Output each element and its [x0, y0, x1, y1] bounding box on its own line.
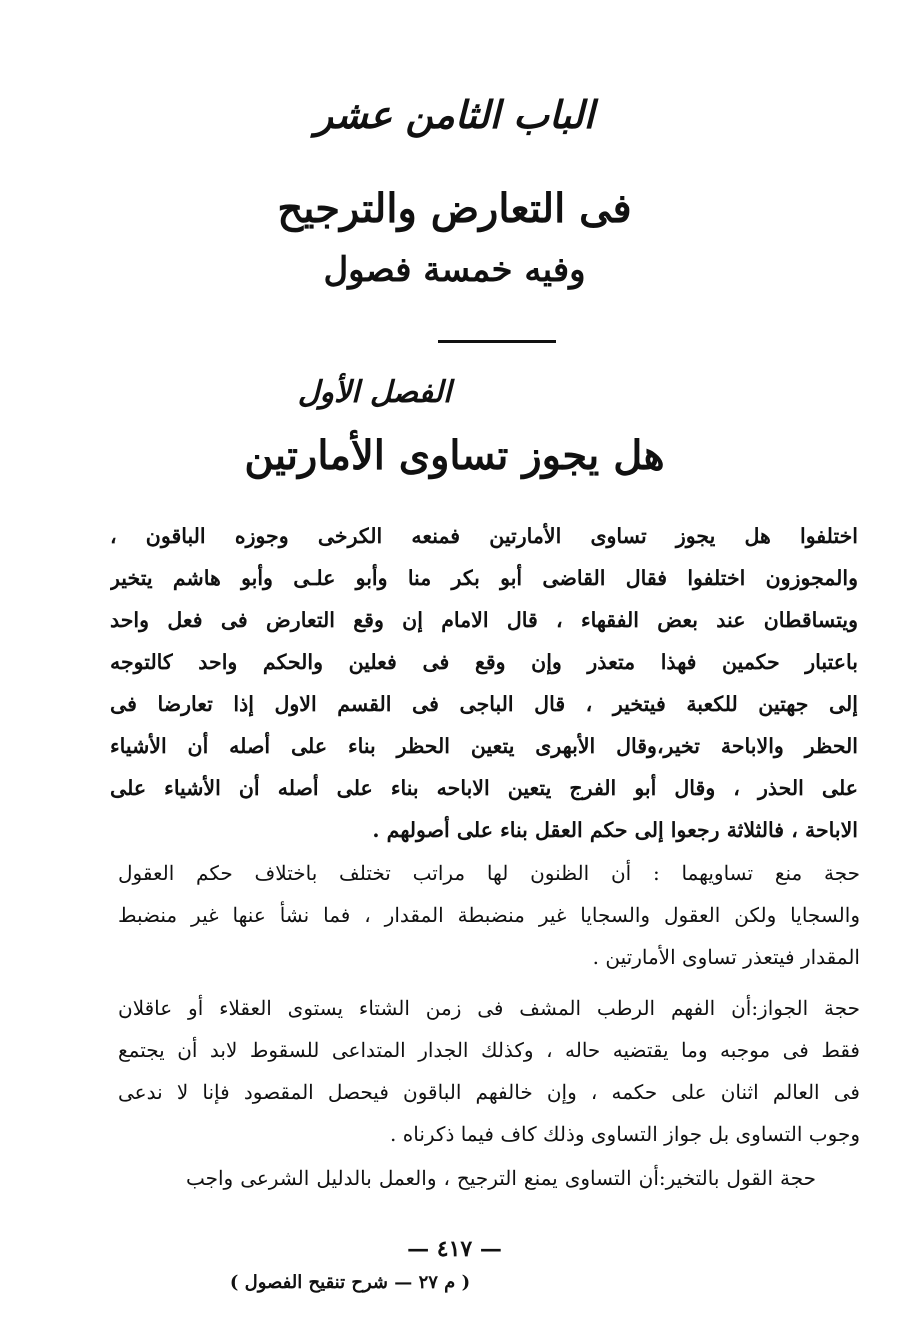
paragraph-choice-argument: [186, 1157, 816, 1199]
text-line: باعتبار حكمين فهذا متعذر وإن وقع فى فعلين والحكم واحد كالتوجه: [110, 650, 858, 674]
text-line: إلى جهتين للكعبة فيتخير ، قال الباجى فى القسم الاول إذا تعارضا فى: [110, 692, 858, 716]
title-divider: [438, 340, 556, 343]
section-title: هل يجوز تساوى الأمارتين: [244, 432, 665, 479]
signature-note: ( م ٢٧ — شرح تنقيح الفصول ): [229, 1272, 471, 1293]
text-line: وجوب التساوى بل جواز التساوى وذلك كاف فيما ذكرناه .: [390, 1122, 860, 1146]
text-line: حجة القول بالتخير:أن التساوى يمنع الترجيح ، والعمل بالدليل الشرعى واجب: [186, 1166, 816, 1190]
text-line: حجة منع تساويهما : أن الظنون لها مراتب تختلف باختلاف حكم العقول: [118, 861, 860, 885]
text-line: على الحذر ، وقال أبو الفرج يتعين الاباحه بناء على أصله أن الأشياء على: [110, 776, 858, 800]
text-line: فقط فى موجبه وما يقتضيه حاله ، وكذلك الجدار المتداعى للسقوط لابد أن يجتمع: [118, 1038, 860, 1062]
text-line: فى العالم اثنان على حكمه ، وإن خالفهم الباقون فيحصل المقصود فإنا لا ندعى: [118, 1080, 860, 1104]
text-line: والمجوزون اختلفوا فقال القاضى أبو بكر منا وأبو علـى وأبو هاشم يتخير: [110, 566, 858, 590]
chapter-sections-note: وفيه خمسة فصول: [323, 250, 586, 290]
paragraph-argument-against: [118, 852, 860, 978]
paragraph-opinions: [110, 515, 858, 851]
text-line: المقدار فيتعذر تساوى الأمارتين .: [592, 945, 860, 969]
text-line: اختلفوا هل يجوز تساوى الأمارتين فمنعه الكرخى وجوزه الباقون ،: [110, 524, 858, 548]
paragraph-argument-for: [118, 987, 860, 1155]
chapter-subject: فى التعارض والترجيح: [277, 185, 632, 232]
chapter-title: الباب الثامن عشر: [314, 92, 595, 137]
text-line: ويتساقطان عند بعض الفقهاء ، قال الامام إن وقع التعارض فى فعل واحد: [110, 608, 858, 632]
page-number: — ٤١٧ —: [407, 1236, 502, 1262]
text-line: حجة الجواز:أن الفهم الرطب المشف فى زمن الشتاء يستوى العقلاء أو عاقلان: [118, 996, 860, 1020]
section-label: الفصل الأول: [297, 375, 452, 410]
text-line: الاباحة ، فالثلاثة رجعوا إلى حكم العقل بناء على أصولهم .: [372, 818, 858, 842]
text-line: والسجايا ولكن العقول والسجايا غير منضبطة المقدار ، فما نشأ عنها غير منضبط: [118, 903, 860, 927]
text-line: الحظر والاباحة تخير،وقال الأبهرى يتعين الحظر بناء على أصله أن الأشياء: [110, 734, 858, 758]
